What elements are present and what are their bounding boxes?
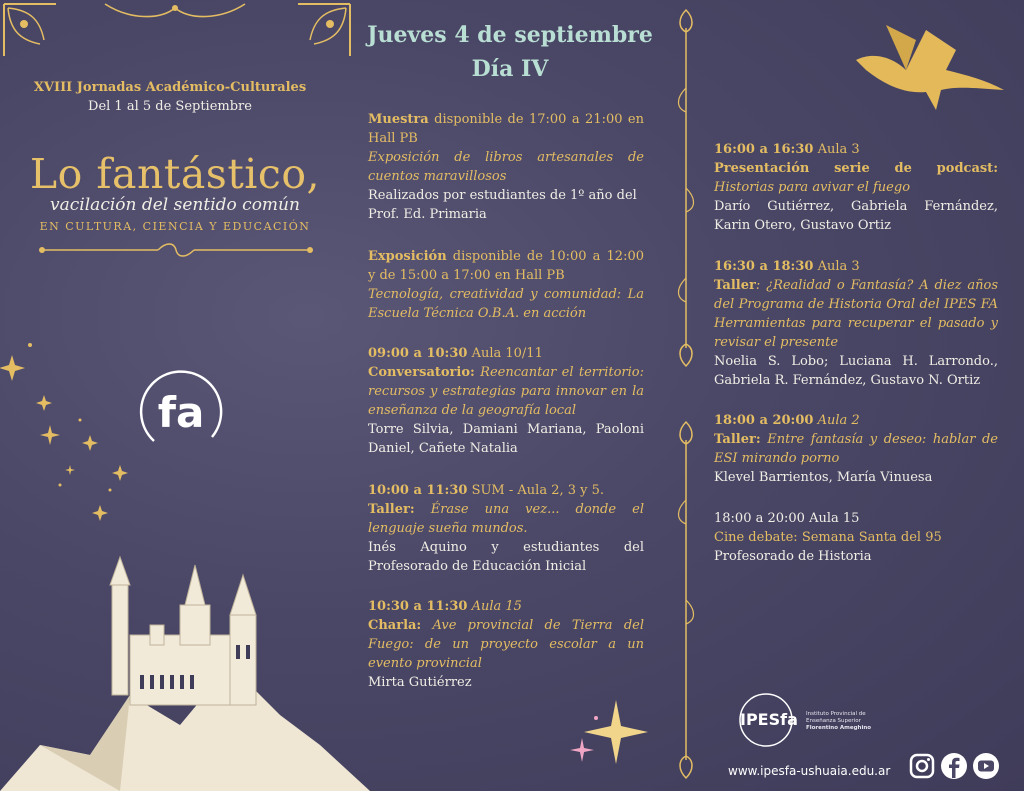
item-label: Presentación serie de podcast: bbox=[714, 161, 998, 176]
youtube-icon[interactable] bbox=[972, 752, 1000, 780]
schedule-item bbox=[368, 597, 644, 692]
item-title: : ¿Realidad o Fantasía? A diez años del Programa de Historia Oral del IPES FA Herramientas para recuperar el pasado y revisar el presente bbox=[714, 278, 998, 350]
website-link[interactable]: www.ipesfa-ushuaia.edu.ar bbox=[728, 764, 891, 778]
schedule-item bbox=[714, 257, 998, 390]
item-time: 18:00 a 20:00 bbox=[714, 413, 814, 428]
item-time: 09:00 a 10:30 bbox=[368, 346, 468, 361]
item-time: 18:00 a 20:00 Aula 15 bbox=[714, 511, 860, 526]
item-room: Aula 2 bbox=[813, 413, 860, 428]
item-title: Reencantar el territorio: recursos y estrategias para innovar en la enseñanza de la geografía local bbox=[368, 365, 644, 418]
day-title: Jueves 4 de septiembre bbox=[367, 22, 653, 48]
item-people: Profesorado de Historia bbox=[714, 549, 872, 564]
item-people: Noelia S. Lobo; Luciana H. Larrondo., Gabriela R. Fernández, Gustavo N. Ortiz bbox=[714, 354, 998, 388]
corner-ornament-left bbox=[0, 0, 60, 60]
item-room: Aula 15 bbox=[467, 599, 522, 614]
item-title: Historias para avivar el fuego bbox=[714, 180, 911, 195]
item-people: Mirta Gutiérrez bbox=[368, 675, 472, 690]
event-dates: Del 1 al 5 de Septiembre bbox=[88, 99, 252, 114]
divider-left bbox=[676, 8, 696, 368]
item-people: Darío Gutiérrez, Gabriela Fernández, Karin Otero, Gustavo Ortiz bbox=[714, 199, 998, 233]
schedule-item bbox=[368, 344, 644, 458]
facebook-icon[interactable] bbox=[940, 752, 968, 780]
item-title: Érase una vez... donde el lenguaje sueña mundos. bbox=[368, 502, 644, 536]
fa-logo-text: fa bbox=[157, 388, 205, 437]
item-label: Conversatorio: bbox=[368, 365, 475, 380]
instagram-icon[interactable] bbox=[908, 752, 936, 780]
ipes-small-line: Enseñanza Superior bbox=[806, 718, 861, 724]
schedule-item bbox=[714, 411, 998, 487]
item-label: Taller: bbox=[714, 432, 761, 447]
ipes-small-line: Florentino Ameghino bbox=[806, 725, 872, 731]
ipes-small-line: Instituto Provincial de bbox=[806, 711, 866, 717]
item-room: Aula 3 bbox=[813, 259, 860, 274]
item-title: Exposición de libros artesanales de cuentos maravillosos bbox=[368, 150, 644, 184]
main-title: Lo fantástico, bbox=[29, 150, 321, 198]
item-lead: Exposición bbox=[368, 249, 447, 264]
item-time: 10:00 a 11:30 bbox=[368, 483, 468, 498]
star-decoration bbox=[566, 698, 650, 772]
castle-illustration bbox=[0, 545, 370, 791]
item-title: Ave provincial de Tierra del Fuego: de un proyecto escolar a un evento provincial bbox=[368, 618, 644, 671]
sparkles-decoration bbox=[0, 325, 150, 555]
item-title: Entre fantasía y deseo: hablar de ESI mirando porno bbox=[714, 432, 998, 466]
item-time: 16:30 a 18:30 bbox=[714, 259, 814, 274]
main-tagline: EN CULTURA, CIENCIA Y EDUCACIÓN bbox=[39, 220, 311, 233]
item-lead: Muestra bbox=[368, 112, 429, 127]
item-label: Taller: bbox=[368, 502, 415, 517]
schedule-item bbox=[368, 110, 644, 224]
day-number: Día IV bbox=[471, 56, 549, 82]
title-ornament bbox=[38, 240, 314, 260]
item-label: Charla: bbox=[368, 618, 422, 633]
corner-ornament-right bbox=[294, 0, 354, 60]
schedule-item bbox=[368, 247, 644, 323]
item-lead-rest: disponible de 10:00 a 12:00 y de 15:00 a 17:00 en Hall PB bbox=[368, 249, 644, 283]
item-people: Torre Silvia, Damiani Mariana, Paoloni Daniel, Cañete Natalia bbox=[368, 422, 644, 456]
item-time: 10:30 a 11:30 bbox=[368, 599, 468, 614]
schedule-item bbox=[368, 481, 644, 576]
dragon-illustration bbox=[846, 20, 1006, 120]
event-title: XVIII Jornadas Académico-Culturales bbox=[33, 80, 307, 95]
item-people: Inés Aquino y estudiantes del Profesorado de Educación Inicial bbox=[368, 540, 644, 574]
item-title: Tecnología, creatividad y comunidad: La Escuela Técnica O.B.A. en acción bbox=[368, 287, 644, 321]
ipes-logo-text: IPESfa bbox=[740, 710, 798, 729]
item-people: Realizados por estudiantes de 1º año del Prof. Ed. Primaria bbox=[368, 188, 637, 222]
item-room: Aula 10/11 bbox=[467, 346, 543, 361]
ipes-institution-name bbox=[806, 711, 876, 732]
item-room: SUM - Aula 2, 3 y 5. bbox=[467, 483, 605, 498]
item-label: Cine debate: Semana Santa del 95 bbox=[714, 530, 942, 545]
item-people: Klevel Barrientos, María Vinuesa bbox=[714, 470, 933, 485]
schedule-item bbox=[714, 140, 998, 235]
item-time: 16:00 a 16:30 bbox=[714, 142, 814, 157]
schedule-item bbox=[714, 509, 998, 566]
divider-left-lower bbox=[676, 420, 696, 780]
main-subtitle: vacilación del sentido común bbox=[50, 195, 300, 215]
top-ornament bbox=[100, 0, 250, 22]
item-room: Aula 3 bbox=[813, 142, 860, 157]
item-lead-rest: disponible de 17:00 a 21:00 en Hall PB bbox=[368, 112, 644, 146]
item-label: Taller bbox=[714, 278, 756, 293]
